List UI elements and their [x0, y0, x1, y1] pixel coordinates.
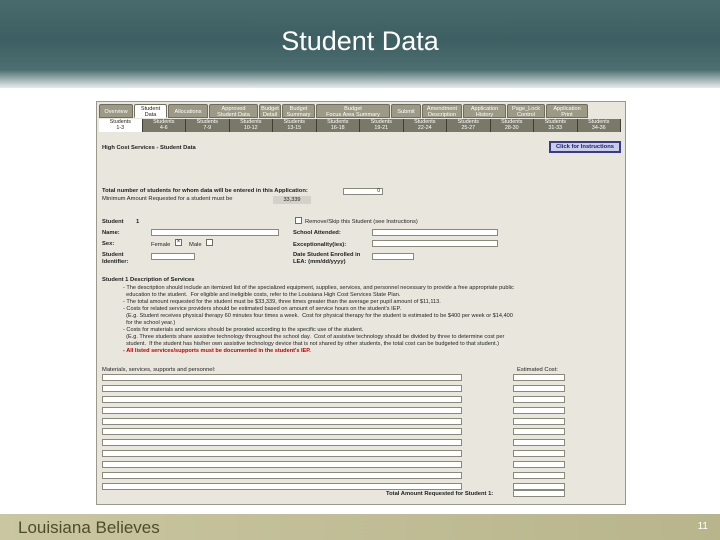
- instruction-item: (E.g. Student receives physical therapy 60 minutes four times a week. Cost for physical therapy for the student is estimated to be $400 per week or $14,400: [123, 313, 513, 319]
- name-input[interactable]: [151, 229, 279, 236]
- tab-student-data[interactable]: [134, 104, 167, 118]
- estimated-cost-input[interactable]: [513, 374, 565, 381]
- tab-overview[interactable]: [99, 104, 133, 118]
- subtab-students-1-3[interactable]: [99, 119, 143, 132]
- school-label: School Attended:: [293, 230, 341, 236]
- section-title: High Cost Services - Student Data: [102, 145, 196, 151]
- instructions-button[interactable]: Click for Instructions: [549, 141, 621, 153]
- subtab-students-25-27[interactable]: [447, 119, 491, 132]
- tab-label: Overview: [104, 109, 128, 115]
- subtab-label-line2: 16-18: [330, 124, 345, 131]
- subtab-label-line1: Students: [153, 119, 175, 125]
- service-description-input[interactable]: [102, 439, 462, 446]
- service-description-input[interactable]: [102, 374, 462, 381]
- female-label: Female: [151, 242, 171, 248]
- instruction-item: - Costs for materials and services should be prorated according to the specific use of the student.: [123, 327, 364, 333]
- subtab-label-line1: Students: [501, 119, 523, 125]
- estimated-cost-input[interactable]: [513, 461, 565, 468]
- tab-label-line2: Detail: [262, 112, 278, 118]
- materials-label: Materials, services, supports and personnel:: [102, 367, 216, 373]
- main-tabs: [99, 104, 589, 118]
- min-amount-label: Minimum Amount Requested for a student must be: [102, 196, 233, 202]
- student-id-label-2: Identifier:: [102, 259, 129, 265]
- exceptionality-label: Exceptionality(ies):: [293, 242, 347, 248]
- tab-label-line2: History: [475, 112, 494, 118]
- tab-label-line2: Data: [144, 112, 157, 118]
- tab-approved-student-data[interactable]: [209, 104, 258, 118]
- subtab-label-line2: 10-12: [243, 124, 258, 131]
- service-description-input[interactable]: [102, 472, 462, 479]
- male-radio[interactable]: [206, 239, 213, 246]
- student-number: 1: [136, 219, 140, 225]
- estimated-cost-input[interactable]: [513, 418, 565, 425]
- tab-label-line1: Application: [553, 106, 581, 112]
- description-heading: Student 1 Description of Services: [102, 277, 195, 283]
- subtab-label-line2: 28-30: [504, 124, 519, 131]
- tab-label-line2: Control: [516, 112, 536, 118]
- service-description-input[interactable]: [102, 461, 462, 468]
- service-description-input[interactable]: [102, 407, 462, 414]
- tab-budget-focus-area-summary[interactable]: [316, 104, 390, 118]
- female-radio[interactable]: ×: [176, 239, 181, 245]
- tab-label-line1: Budget: [344, 106, 362, 112]
- tab-label-line1: Student: [140, 106, 161, 112]
- instruction-item: (E.g. Three students share assistive technology throughout the school day. Cost of assistive technology should be divided by three to determine cost per: [123, 334, 505, 340]
- subtab-students-7-9[interactable]: [186, 119, 230, 132]
- tab-label-line1: Page_Lock: [512, 106, 540, 112]
- tab-label-line2: Description: [428, 112, 456, 118]
- subtab-label-line2: 19-21: [374, 124, 389, 131]
- tab-label-line2: Focus Area Summary: [326, 112, 380, 118]
- sex-label: Sex:: [102, 241, 115, 247]
- subtab-label-line1: Students: [414, 119, 436, 125]
- subtab-students-34-36[interactable]: [578, 119, 622, 132]
- min-amount-value: 33,339: [273, 196, 311, 204]
- exceptionality-input[interactable]: [372, 240, 498, 247]
- subtab-students-22-24[interactable]: [404, 119, 448, 132]
- subtab-label-line2: 1-3: [116, 124, 125, 131]
- subtab-students-13-15[interactable]: [273, 119, 317, 132]
- tab-label-line1: Application: [470, 106, 499, 112]
- estimated-cost-input[interactable]: [513, 472, 565, 479]
- estimated-cost-input[interactable]: [513, 385, 565, 392]
- estimated-cost-input[interactable]: [513, 428, 565, 435]
- tab-label: Submit: [397, 109, 415, 115]
- total-amount-input[interactable]: [513, 490, 565, 497]
- estimated-cost-input[interactable]: [513, 439, 565, 446]
- estimated-cost-label: Estimated Cost:: [517, 367, 558, 373]
- tab-budget-detail[interactable]: [259, 104, 281, 118]
- subtab-label-line1: Students: [457, 119, 479, 125]
- name-label: Name:: [102, 230, 120, 236]
- subtab-label-line2: 34-36: [591, 124, 606, 131]
- estimated-cost-input[interactable]: [513, 407, 565, 414]
- tab-allocations[interactable]: [168, 104, 208, 118]
- instructions-list: [123, 285, 603, 355]
- date-enrolled-label: Date Student Enrolled in: [293, 252, 361, 258]
- service-description-input[interactable]: [102, 396, 462, 403]
- tab-page-lock-control[interactable]: [507, 104, 545, 118]
- tab-label-line1: Budget: [289, 106, 308, 112]
- form-content: [99, 133, 623, 503]
- remove-student-label: Remove/Skip this Student (see Instructions): [305, 219, 418, 225]
- tab-application-print[interactable]: [546, 104, 588, 118]
- subtab-label-line1: Students: [588, 119, 610, 125]
- total-students-label: Total number of students for whom data will be entered in this Application:: [102, 188, 308, 194]
- service-description-input[interactable]: [102, 418, 462, 425]
- date-enrolled-label-2: LEA: (mm/dd/yyyy): [293, 259, 346, 265]
- tab-amendment-description[interactable]: [422, 104, 462, 118]
- subtab-students-28-30[interactable]: [491, 119, 535, 132]
- service-description-input[interactable]: [102, 428, 462, 435]
- subtab-students-4-6[interactable]: [143, 119, 187, 132]
- school-input[interactable]: [372, 229, 498, 236]
- student-id-label: Student: [102, 252, 124, 258]
- subtab-label-line1: Students: [196, 119, 218, 125]
- subtab-label-line2: 13-15: [287, 124, 302, 131]
- slide-title: Student Data: [281, 26, 439, 56]
- application-screenshot: [96, 101, 626, 505]
- instruction-item: - The total amount requested for the student must be $33,339, three times greater than the average per pupil amount of $11,113.: [123, 299, 441, 305]
- estimated-cost-input[interactable]: [513, 450, 565, 457]
- subtab-label-line2: 25-27: [461, 124, 476, 131]
- subtab-students-10-12[interactable]: [230, 119, 274, 132]
- instruction-item: for the school year.): [123, 320, 176, 326]
- instruction-item: education to the student. For eligible and ineligible costs, refer to the Louisiana High Cost Services State Plan.: [123, 292, 401, 298]
- estimated-cost-input[interactable]: [513, 483, 565, 490]
- instruction-item: - The description should include an itemized list of the specialized equipment, supplies, services, and personnel necessary to provide a free appropriate public: [123, 285, 514, 291]
- total-amount-label: Total Amount Requested for Student 1:: [386, 491, 494, 497]
- tab-label: Allocations: [174, 109, 202, 115]
- tab-budget-summary[interactable]: [282, 104, 315, 118]
- student-label: Student: [102, 219, 124, 225]
- subtab-label-line1: Students: [240, 119, 262, 125]
- student-subtabs: [99, 119, 621, 132]
- subtab-students-16-18[interactable]: [317, 119, 361, 132]
- instruction-item: - Costs for related service providers should be estimated based on amount of service hours on the student's IEP.: [123, 306, 402, 312]
- subtab-students-19-21[interactable]: [360, 119, 404, 132]
- estimated-cost-input[interactable]: [513, 396, 565, 403]
- service-description-input[interactable]: [102, 385, 462, 392]
- tab-label-line2: Student Data: [217, 112, 250, 118]
- subtab-label-line1: Students: [370, 119, 392, 125]
- tab-application-history[interactable]: [463, 104, 506, 118]
- subtab-label-line1: Students: [283, 119, 305, 125]
- subtab-label-line1: Students: [109, 119, 131, 125]
- service-description-input[interactable]: [102, 450, 462, 457]
- subtab-students-31-33[interactable]: [534, 119, 578, 132]
- student-id-input[interactable]: [151, 253, 195, 260]
- page-number: 11: [697, 521, 708, 532]
- tab-submit[interactable]: [391, 104, 421, 118]
- iep-requirement-note: - All listed services/supports must be documented in the student's IEP.: [123, 348, 311, 354]
- date-enrolled-input[interactable]: [372, 253, 414, 260]
- male-label: Male: [189, 242, 202, 248]
- subtab-label-line2: 7-9: [203, 124, 212, 131]
- slide-footer: [0, 514, 720, 540]
- remove-student-checkbox[interactable]: [295, 217, 302, 224]
- subtab-label-line2: 4-6: [159, 124, 168, 131]
- subtab-label-line2: 22-24: [417, 124, 432, 131]
- tab-label-line1: Amendment: [426, 106, 458, 112]
- tab-label-line2: Print: [561, 112, 573, 118]
- service-description-input[interactable]: [102, 483, 462, 490]
- subtab-label-line1: Students: [327, 119, 349, 125]
- subtab-label-line1: Students: [544, 119, 566, 125]
- total-students-input[interactable]: 0: [343, 188, 383, 195]
- footer-brand: Louisiana Believes: [18, 518, 160, 537]
- instruction-item: student. If the student has his/her own assistive technology device that is not shared by other students, the total cost can be budgeted to that student.): [123, 341, 499, 347]
- tab-label-line1: Approved: [221, 106, 246, 112]
- tab-label-line1: Budget: [261, 106, 279, 112]
- tab-label-line2: Summary: [286, 112, 311, 118]
- subtab-label-line2: 31-33: [548, 124, 563, 131]
